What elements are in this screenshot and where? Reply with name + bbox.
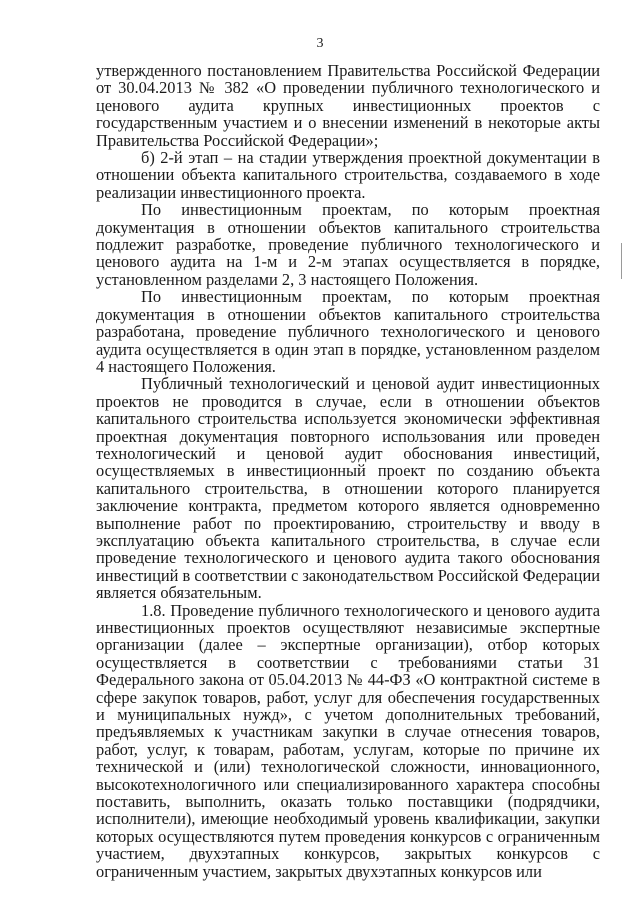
scan-margin-mark [621,243,622,279]
paragraph-section-1-8: 1.8. Проведение публичного технологического и ценового аудита инвестиционных проектов осуществляют независимые экспертные организации (далее – экспертные организации), отбор которых осуществляется в соответствии с требованиями статьи 31 Федерального закона от 05.04.2013 № 44-ФЗ «О контрактной системе в сфере закупок товаров, работ, услуг для обеспечения государственных и муниципальных нужд», с учетом дополнительных требований, предъявляемых к участникам закупки в случае отнесения товаров, работ, услуг, к товарам, работам, услугам, которые по причине их технической и (или) технологической сложности, инновационного, высокотехнологичного или специализированного характера способны поставить, выполнить, оказать только поставщики (подрядчики, исполнители), имеющие необходимый уровень квалификации, закупки которых осуществляются путем проведения конкурсов с ограниченным участием, двухэтапных конкурсов, закрытых конкурсов с ограниченным участием, закрытых двухэтапных конкурсов или [96,600,600,881]
document-body [96,62,600,880]
paragraph-stage-two: б) 2-й этап – на стадии утверждения проектной документации в отношении объекта капитального строительства, создаваемого в ходе реализации инвестиционного проекта. [96,148,600,202]
paragraph-audit-exemption: Публичный технологический и ценовой аудит инвестиционных проектов не проводится в случае, если в отношении объектов капитального строительства используется экономически эффективная проектная документация повторного использования или проведен технологический и ценовой аудит обоснования инвестиций, осуществляемых в инвестиционный проект по созданию объекта капитального строительства, в отношении которого планируется заключение контракта, предметом которого является одновременно выполнение работ по проектированию, строительству и вводу в эксплуатацию объекта капитального строительства, в случае если проведение технологического и ценового аудита такого обоснования инвестиций в соответствии с законодательством Российской Федерации является обязательным. [96,374,600,603]
paragraph-design-completed: По инвестиционным проектам, по которым проектная документация в отношении объектов капитального строительства разработана, проведение публичного технологического и ценового аудита осуществляется в один этап в порядке, установленном разделом 4 настоящего Положения. [96,287,600,376]
page-number: 3 [316,36,324,51]
paragraph-design-pending: По инвестиционным проектам, по которым проектная документация в отношении объектов капитального строительства подлежит разработке, проведение публичного технологического и ценового аудита на 1-м и 2-м этапах осуществляется в порядке, установленном разделами 2, 3 настоящего Положения. [96,200,600,289]
paragraph-continuation: утвержденного постановлением Правительства Российской Федерации от 30.04.2013 № 382 «О проведении публичного технологического и ценового аудита крупных инвестиционных проектов с государственным участием и о внесении изменений в некоторые акты Правительства Российской Федерации»; [96,61,600,150]
